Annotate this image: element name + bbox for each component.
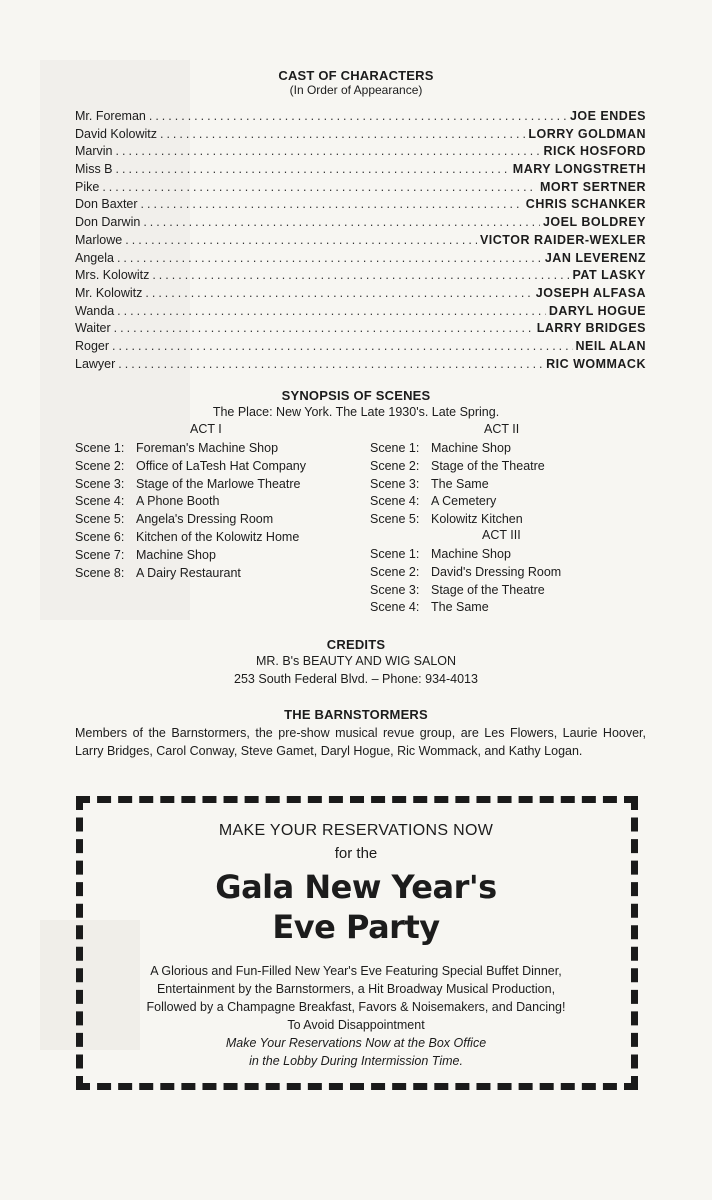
scene-number: Scene 4:	[370, 600, 420, 615]
cast-role: Waiter	[75, 321, 111, 336]
cast-header	[0, 68, 712, 97]
scene-row	[75, 565, 306, 583]
scene-name: The Same	[431, 476, 489, 491]
scene-row	[75, 493, 306, 511]
scene-row	[370, 511, 545, 529]
ad-title-line-1: Gala New Year's	[215, 868, 497, 906]
cast-title: CAST OF CHARACTERS	[278, 68, 434, 83]
cast-actor: LORRY GOLDMAN	[528, 126, 646, 141]
cast-actor: RICK HOSFORD	[543, 144, 646, 159]
dot-leader	[152, 267, 569, 285]
cast-actor: NEIL ALAN	[575, 338, 646, 353]
synopsis-title: SYNOPSIS OF SCENES	[281, 388, 431, 403]
scene-row	[370, 493, 545, 511]
ad-headline: MAKE YOUR RESERVATIONS NOW	[218, 822, 494, 839]
ad-body-line: A Glorious and Fun-Filled New Year's Eve Featuring Special Buffet Dinner,	[150, 964, 562, 978]
ad-title-line-2: Eve Party	[272, 908, 440, 946]
scene-name: Stage of the Theatre	[431, 582, 545, 597]
scene-name: A Cemetery	[431, 494, 497, 509]
scene-number: Scene 2:	[370, 564, 420, 579]
cast-actor: JOE ENDES	[569, 109, 646, 123]
scene-name: A Phone Booth	[136, 494, 220, 509]
cast-row	[75, 285, 646, 303]
dot-leader	[114, 320, 534, 338]
scene-name: The Same	[431, 600, 489, 615]
scene-row	[75, 458, 306, 476]
cast-actor: MARY LONGSTRETH	[512, 162, 646, 177]
cast-role: Marvin	[75, 144, 113, 159]
scene-name: David's Dressing Room	[431, 564, 562, 579]
scene-name: Office of LaTesh Hat Company	[136, 458, 306, 473]
dot-leader	[117, 250, 542, 268]
cast-role: Roger	[75, 338, 110, 353]
scene-name: Foreman's Machine Shop	[136, 441, 279, 455]
act-2-scenes	[370, 440, 545, 529]
scene-number: Scene 5:	[75, 512, 125, 527]
act-3-label: ACT III	[482, 528, 521, 542]
act-1-label: ACT I	[190, 422, 222, 436]
cast-row	[75, 356, 646, 374]
cast-role: Mrs. Kolowitz	[75, 268, 150, 283]
scene-name: Kolowitz Kitchen	[431, 512, 523, 527]
cast-actor: PAT LASKY	[572, 268, 646, 283]
act-2-label: ACT II	[484, 422, 520, 436]
cast-row	[75, 320, 646, 338]
cast-role: David Kolowitz	[75, 126, 157, 141]
cast-row	[75, 108, 646, 126]
scene-row	[75, 440, 306, 458]
scene-row	[75, 476, 306, 494]
cast-actor: MORT SERTNER	[540, 179, 646, 194]
credits-salon: MR. B's BEAUTY AND WIG SALON	[255, 654, 457, 668]
scene-name: Machine Shop	[136, 547, 216, 562]
cast-role: Mr. Foreman	[75, 109, 146, 123]
credits-address: 253 South Federal Blvd. – Phone: 934-4013	[234, 672, 478, 686]
cast-actor: JOEL BOLDREY	[542, 215, 646, 230]
cast-row	[75, 267, 646, 285]
scene-row	[370, 458, 545, 476]
cast-actor: DARYL HOGUE	[548, 303, 646, 318]
ad-body	[100, 962, 612, 1070]
cast-row	[75, 126, 646, 144]
scene-row	[75, 529, 306, 547]
scene-number: Scene 1:	[370, 441, 420, 455]
cast-subtitle: (In Order of Appearance)	[289, 83, 423, 97]
scene-name: Angela's Dressing Room	[136, 512, 274, 527]
cast-role: Don Baxter	[75, 197, 138, 212]
scene-number: Scene 4:	[75, 494, 125, 509]
ad-italic-line: in the Lobby During Intermission Time.	[249, 1054, 463, 1068]
dot-leader	[116, 161, 510, 179]
scene-number: Scene 3:	[75, 476, 125, 491]
scene-number: Scene 7:	[75, 547, 125, 562]
act-3-scenes	[370, 546, 561, 617]
cast-role: Pike	[75, 179, 100, 194]
dot-leader	[160, 126, 525, 144]
ad-for-the: for the	[334, 845, 378, 862]
scene-number: Scene 3:	[370, 476, 420, 491]
cast-row	[75, 196, 646, 214]
scene-name: A Dairy Restaurant	[136, 565, 241, 580]
ad-body-line: To Avoid Disappointment	[287, 1018, 425, 1032]
cast-row	[75, 232, 646, 250]
scene-row	[370, 546, 561, 564]
cast-row	[75, 179, 646, 197]
scene-name: Stage of the Marlowe Theatre	[136, 476, 301, 491]
scene-row	[370, 564, 561, 582]
scene-number: Scene 8:	[75, 565, 125, 580]
dot-leader	[116, 143, 541, 161]
scene-number: Scene 3:	[370, 582, 420, 597]
dot-leader	[102, 179, 537, 197]
dot-leader	[149, 108, 567, 126]
cast-actor: RIC WOMMACK	[546, 356, 646, 371]
credits-title: CREDITS	[326, 637, 386, 652]
cast-role: Marlowe	[75, 232, 123, 247]
scene-number: Scene 2:	[370, 458, 420, 473]
cast-role: Lawyer	[75, 356, 116, 371]
cast-role: Miss B	[75, 162, 113, 177]
scene-number: Scene 5:	[370, 512, 420, 527]
scene-row	[370, 582, 561, 600]
cast-actor: JOSEPH ALFASA	[535, 285, 646, 300]
cast-actor: CHRIS SCHANKER	[525, 197, 646, 212]
cast-role: Don Darwin	[75, 215, 141, 230]
cast-row	[75, 250, 646, 268]
ad-body-line: Entertainment by the Barnstormers, a Hit Broadway Musical Production,	[156, 982, 556, 996]
cast-actor: LARRY BRIDGES	[536, 321, 646, 336]
barnstormers-text: Members of the Barnstormers, the pre-show musical revue group, are Les Flowers, Laurie Hoover, Larry Bridges, Carol Conway, Steve Gamet, Daryl Hogue, Ric Wommack, and Kathy Logan.	[75, 726, 646, 758]
cast-row	[75, 161, 646, 179]
scene-name: Kitchen of the Kolowitz Home	[136, 529, 300, 544]
cast-actor: VICTOR RAIDER-WEXLER	[479, 232, 646, 247]
ad-italic-line: Make Your Reservations Now at the Box Office	[225, 1036, 487, 1050]
ad-body-line: Followed by a Champagne Breakfast, Favors & Noisemakers, and Dancing!	[146, 1000, 566, 1014]
dot-leader	[112, 338, 572, 356]
scene-number: Scene 4:	[370, 494, 420, 509]
cast-role: Angela	[75, 250, 114, 265]
dot-leader	[118, 356, 543, 374]
dot-leader	[125, 232, 477, 250]
scene-name: Stage of the Theatre	[431, 458, 545, 473]
dot-leader	[143, 214, 540, 232]
scene-number: Scene 6:	[75, 529, 125, 544]
barnstormers-title: THE BARNSTORMERS	[284, 707, 428, 722]
cast-list	[75, 108, 646, 373]
scene-number: Scene 1:	[370, 547, 420, 561]
dot-leader	[145, 285, 532, 303]
scene-number: Scene 1:	[75, 441, 125, 455]
scene-row	[75, 547, 306, 565]
cast-actor: JAN LEVERENZ	[544, 250, 646, 265]
scene-number: Scene 2:	[75, 458, 125, 473]
scene-row	[75, 511, 306, 529]
cast-row	[75, 143, 646, 161]
dot-leader	[141, 196, 523, 214]
cast-row	[75, 303, 646, 321]
cast-row	[75, 214, 646, 232]
synopsis-place: The Place: New York. The Late 1930's. Late Spring.	[212, 405, 500, 419]
scene-name: Machine Shop	[431, 441, 511, 455]
cast-row	[75, 338, 646, 356]
dot-leader	[117, 303, 546, 321]
scene-row	[370, 440, 545, 458]
scene-row	[370, 476, 545, 494]
scene-row	[370, 599, 561, 617]
cast-role: Wanda	[75, 303, 115, 318]
cast-role: Mr. Kolowitz	[75, 285, 143, 300]
scene-name: Machine Shop	[431, 547, 511, 561]
act-1-scenes	[75, 440, 306, 582]
